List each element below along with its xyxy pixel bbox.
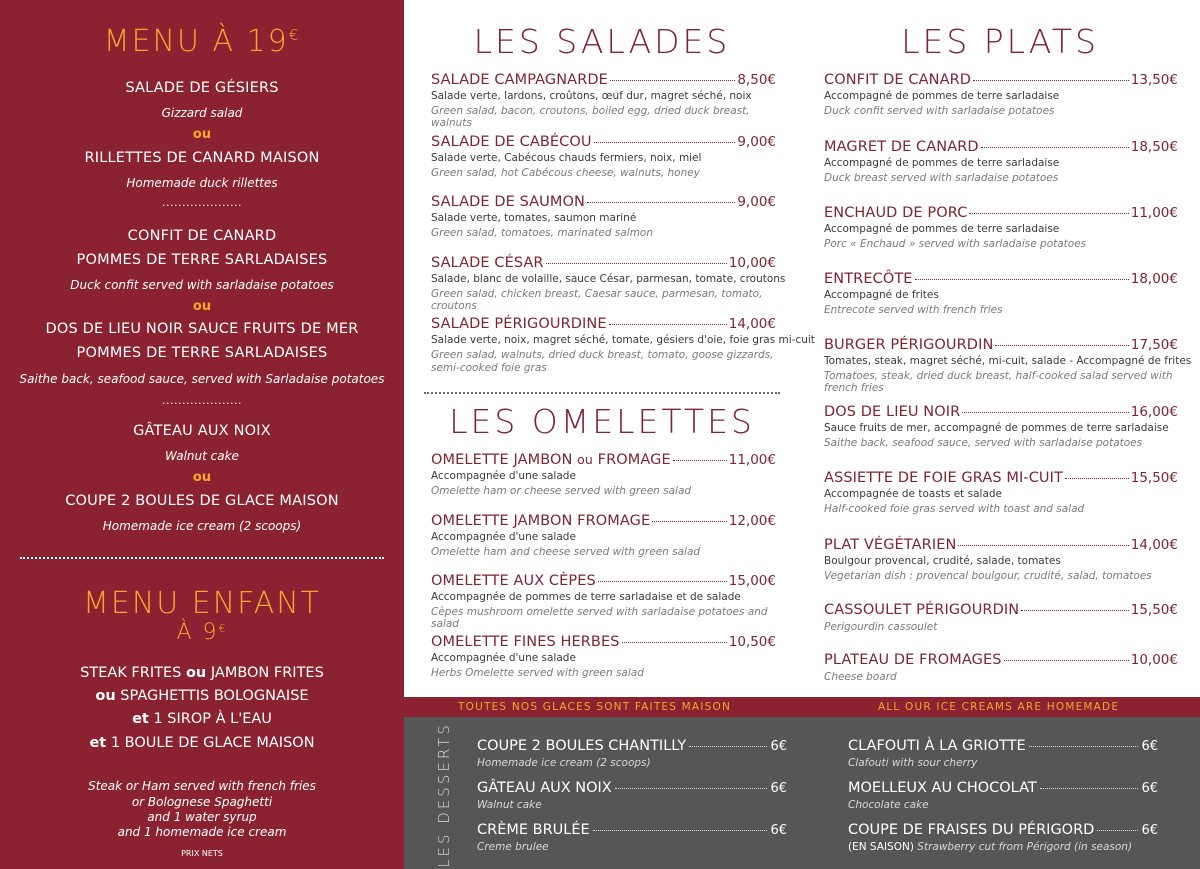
menu-item xyxy=(431,634,776,679)
menu-item-row xyxy=(848,780,1158,796)
dish-description-fr: Salade verte, noix, magret séché, tomate, gésiers d'oie, foie gras mi-cuit xyxy=(431,334,815,346)
dish-name xyxy=(431,452,671,468)
banner-fr: TOUTES NOS GLACES SONT FAITES MAISON xyxy=(458,701,731,713)
dish-price: 6€ xyxy=(770,781,787,796)
dish-name: PLAT VÉGÉTARIEN xyxy=(824,537,957,553)
dish-description-en-text: Strawberry cut from Périgord (in season) xyxy=(913,841,1133,853)
dish-name: GÂTEAU AUX NOIX xyxy=(477,780,612,796)
menu-item-row xyxy=(431,72,776,88)
menu-item xyxy=(477,822,787,853)
dotted-divider xyxy=(20,557,384,559)
dish-price: 6€ xyxy=(1141,823,1158,838)
dish-description-en: Duck confit served with sarladaise potatoes xyxy=(824,105,1055,117)
menu-item-row xyxy=(824,652,1178,668)
menu-item: CONFIT DE CANARD xyxy=(127,228,277,244)
dot-leader xyxy=(610,80,735,81)
menu-19-title: MENU À 19€ xyxy=(103,24,301,59)
menu-item xyxy=(431,452,776,497)
menu-item-row xyxy=(824,139,1178,155)
menu-item-en: Gizzard salad xyxy=(161,106,243,120)
dot-leader xyxy=(1065,478,1129,479)
kid-menu-line: et 1 BOULE DE GLACE MAISON xyxy=(89,735,315,751)
dish-description-en: Chocolate cake xyxy=(848,799,929,811)
dish-description-en: Green salad, hot Cabécous cheese, walnuts, honey xyxy=(431,167,700,179)
menu-item-row xyxy=(824,337,1178,353)
dish-description-en: Tomatoes, steak, dried duck breast, half-cooked salad served with french fries xyxy=(824,370,1173,394)
menu-item-row xyxy=(431,634,776,650)
menu-item: POMMES DE TERRE SARLADAISES xyxy=(76,252,328,268)
dot-leader xyxy=(594,142,736,143)
banner-en: ALL OUR ICE CREAMS ARE HOMEMADE xyxy=(878,701,1120,713)
dish-price: 6€ xyxy=(770,739,787,754)
menu-item xyxy=(848,738,1158,769)
dish-name: ENCHAUD DE PORC xyxy=(824,205,968,221)
dot-leader xyxy=(915,279,1129,280)
menu-item xyxy=(431,573,776,630)
dish-description-en: Green salad, walnuts, dried duck breast, tomato, goose gizzards, xyxy=(431,349,774,361)
dot-leader xyxy=(593,830,768,831)
menu-item-row xyxy=(431,452,776,468)
dot-leader xyxy=(598,581,727,582)
dish-name: BURGER PÉRIGOURDIN xyxy=(824,337,994,353)
dish-description-en: Cheese board xyxy=(824,671,897,683)
dish-description-en: Omelette ham and cheese served with green salad xyxy=(431,546,701,558)
dish-name: MAGRET DE CANARD xyxy=(824,139,979,155)
dish-description-en: Cèpes mushroom omelette served with sarladaise potatoes and salad xyxy=(431,606,768,630)
dot-leader xyxy=(1004,660,1129,661)
dot-leader xyxy=(609,324,727,325)
dish-name: OMELETTE FINES HERBES xyxy=(431,634,620,650)
menu-item xyxy=(477,780,787,811)
menu-item xyxy=(824,139,1178,184)
menu-item-en: Duck confit served with sarladaise potatoes xyxy=(70,278,334,292)
dish-description-fr: Accompagnée de toasts et salade xyxy=(824,488,1003,500)
menu-item: DOS DE LIEU NOIR SAUCE FRUITS DE MER xyxy=(45,321,359,337)
dish-description-fr: Accompagnée d'une salade xyxy=(431,652,576,664)
menu-item-row xyxy=(477,822,787,838)
dish-price: 6€ xyxy=(1141,739,1158,754)
or-label: ou xyxy=(192,299,212,314)
dish-price: 18,00€ xyxy=(1130,271,1178,287)
menu-item-row xyxy=(848,822,1158,838)
dish-price: 15,50€ xyxy=(1130,470,1178,486)
menu-item-en: Homemade duck rillettes xyxy=(126,176,278,190)
dish-description-fr: Boulgour provencal, crudité, salade, tomates xyxy=(824,555,1061,567)
dot-leader xyxy=(615,788,768,789)
menu-item-row xyxy=(477,780,787,796)
menu-item xyxy=(824,337,1192,394)
menu-item xyxy=(824,652,1178,683)
dish-description-fr: Accompagnée de pommes de terre sarladaise et de salade xyxy=(431,591,741,603)
kid-menu-en: or Bolognese Spaghetti xyxy=(131,795,273,809)
dish-name: COUPE DE FRAISES DU PÉRIGORD xyxy=(848,822,1095,838)
menu-item-row xyxy=(431,513,776,529)
dish-description-en xyxy=(848,841,1158,853)
or-label: ou xyxy=(192,127,212,142)
dish-description-en: Perigourdin cassoulet xyxy=(824,621,938,633)
menu-item-row xyxy=(824,271,1178,287)
separator: .................... xyxy=(162,394,242,407)
dish-price: 8,50€ xyxy=(737,72,776,88)
menu-item-row xyxy=(824,602,1178,618)
menu-item-row xyxy=(824,404,1178,420)
dot-leader xyxy=(981,147,1129,148)
dot-leader xyxy=(995,345,1128,346)
dish-description-en: Creme brulee xyxy=(477,841,549,853)
menu-item: RILLETTES DE CANARD MAISON xyxy=(84,150,320,166)
dish-description-en: Omelette ham or cheese served with green salad xyxy=(431,485,692,497)
menu-item-row xyxy=(477,738,787,754)
menu-item xyxy=(824,602,1178,633)
kid-menu-en: Steak or Ham served with french fries xyxy=(88,779,316,793)
dot-leader xyxy=(1021,610,1129,611)
menu-item xyxy=(848,780,1158,811)
dish-price: 14,00€ xyxy=(1130,537,1178,553)
dish-description-fr: Accompagné de pommes de terre sarladaise xyxy=(824,157,1060,169)
kid-menu-en: and 1 homemade ice cream xyxy=(117,825,287,839)
menu-item-row xyxy=(824,537,1178,553)
dish-description-fr: Accompagnée d'une salade xyxy=(431,531,576,543)
menu-item xyxy=(431,72,776,129)
dish-price: 13,50€ xyxy=(1130,72,1178,88)
dish-description-fr: Accompagné de frites xyxy=(824,289,939,301)
or-label: ou xyxy=(192,470,212,485)
dish-description-fr: Accompagné de pommes de terre sarladaise xyxy=(824,223,1060,235)
menu-item-row xyxy=(431,255,776,271)
dish-name: DOS DE LIEU NOIR xyxy=(824,404,961,420)
dish-name: CASSOULET PÉRIGOURDIN xyxy=(824,602,1020,618)
menu-item xyxy=(431,513,776,558)
dish-name: OMELETTE AUX CÈPES xyxy=(431,573,596,589)
dot-leader xyxy=(962,412,1128,413)
dish-description-fr: Salade, blanc de volaille, sauce César, parmesan, tomate, croutons xyxy=(431,273,786,285)
season-note: (EN SAISON) xyxy=(848,841,914,853)
kid-menu-en: and 1 water syrup xyxy=(147,810,257,824)
dish-description-en: Duck breast served with sarladaise potatoes xyxy=(824,172,1059,184)
dish-name: SALADE CAMPAGNARDE xyxy=(431,72,608,88)
omelettes-title: LES OMELETTES xyxy=(449,402,755,441)
dish-name: CONFIT DE CANARD xyxy=(824,72,972,88)
dish-price: 9,00€ xyxy=(737,194,776,210)
dish-name-part: FROMAGE xyxy=(592,452,671,468)
menu-item-row xyxy=(431,194,776,210)
dish-description-en: Half-cooked foie gras served with toast and salad xyxy=(824,503,1085,515)
dot-leader xyxy=(1040,788,1139,789)
menu-item-row xyxy=(824,205,1178,221)
dish-price: 9,00€ xyxy=(737,134,776,150)
dish-description-fr: Sauce fruits de mer, accompagné de pommes de terre sarladaise xyxy=(824,422,1169,434)
menu-item-row xyxy=(848,738,1158,754)
menu-item: SALADE DE GÉSIERS xyxy=(125,80,279,96)
menu-item xyxy=(431,194,776,239)
dish-name: COUPE 2 BOULES CHANTILLY xyxy=(477,738,687,754)
dish-price: 11,00€ xyxy=(728,452,776,468)
menu-item xyxy=(431,255,786,312)
dot-leader xyxy=(969,213,1128,214)
dish-name: SALADE PÉRIGOURDINE xyxy=(431,316,607,332)
dish-name-part: ou xyxy=(577,452,593,467)
menu-item-en: Homemade ice cream (2 scoops) xyxy=(102,519,302,533)
dish-name: SALADE CÉSAR xyxy=(431,255,544,271)
dish-price: 15,50€ xyxy=(1130,602,1178,618)
dish-description-en: Walnut cake xyxy=(477,799,542,811)
menu-item xyxy=(477,738,787,769)
dish-name: OMELETTE JAMBON FROMAGE xyxy=(431,513,651,529)
dish-price: 17,50€ xyxy=(1130,337,1178,353)
kid-menu-line: et 1 SIROP À L'EAU xyxy=(132,711,272,727)
dish-price: 15,00€ xyxy=(728,573,776,589)
plats-title: LES PLATS xyxy=(901,22,1099,61)
dot-leader xyxy=(689,746,767,747)
dish-description-en: Green salad, tomatoes, marinated salmon xyxy=(431,227,654,239)
menu-item xyxy=(824,205,1178,250)
menu-item: POMMES DE TERRE SARLADAISES xyxy=(76,345,328,361)
dish-price: 12,00€ xyxy=(728,513,776,529)
menu-item: COUPE 2 BOULES DE GLACE MAISON xyxy=(65,493,339,509)
menu-item xyxy=(431,316,815,374)
separator: .................... xyxy=(162,196,242,209)
dish-description-en: Vegetarian dish : provencal boulgour, crudité, salad, tomatoes xyxy=(824,570,1152,582)
dish-description-fr: Accompagnée d'une salade xyxy=(431,470,576,482)
dish-name: ASSIETTE DE FOIE GRAS MI-CUIT xyxy=(824,470,1063,486)
salades-title: LES SALADES xyxy=(473,22,731,61)
dish-description-en: Green salad, chicken breast, Caesar sauce, parmesan, tomato, croutons xyxy=(431,288,763,312)
menu-item-row xyxy=(431,573,776,589)
dot-leader xyxy=(652,521,726,522)
dish-description-fr: Salade verte, tomates, saumon mariné xyxy=(431,212,637,224)
dish-description-fr: Salade verte, lardons, croûtons, œuf dur, magret séché, noix xyxy=(431,90,752,102)
ice-cream-banner xyxy=(404,697,1200,717)
dot-leader xyxy=(587,202,735,203)
menu-item-row xyxy=(824,470,1178,486)
menu-item xyxy=(824,404,1178,449)
dish-name: SALADE DE CABÉCOU xyxy=(431,134,592,150)
dish-price: 11,00€ xyxy=(1130,205,1178,221)
dot-leader xyxy=(546,263,727,264)
kid-menu-line: STEAK FRITES ou JAMBON FRITES xyxy=(80,665,324,681)
dot-leader xyxy=(622,642,727,643)
dotted-divider xyxy=(424,392,780,394)
dish-price: 6€ xyxy=(1141,781,1158,796)
dish-description-en: Saithe back, seafood sauce, served with sarladaise potatoes xyxy=(824,437,1143,449)
dish-name: PLATEAU DE FROMAGES xyxy=(824,652,1002,668)
dish-description-en: Homemade ice cream (2 scoops) xyxy=(477,757,651,769)
menu-item xyxy=(848,822,1158,853)
dot-leader xyxy=(673,460,727,461)
menu-item-en: Saithe back, seafood sauce, served with Sarladaise potatoes xyxy=(19,372,385,386)
menu-item xyxy=(824,470,1178,515)
dish-description-en: Porc « Enchaud » served with sarladaise potatoes xyxy=(824,238,1087,250)
dish-price: 14,00€ xyxy=(728,316,776,332)
net-prices-note: PRIX NETS xyxy=(181,849,223,858)
dish-name: CLAFOUTI À LA GRIOTTE xyxy=(848,738,1026,754)
dish-description-fr: Accompagné de pommes de terre sarladaise xyxy=(824,90,1060,102)
dot-leader xyxy=(1097,830,1138,831)
menu-item xyxy=(824,72,1178,117)
menu-item-row xyxy=(431,316,776,332)
dish-name: CRÈME BRULÉE xyxy=(477,822,590,838)
dish-description-en: Green salad, bacon, croutons, boiled egg, dried duck breast, walnuts xyxy=(431,105,750,129)
dot-leader xyxy=(973,80,1129,81)
menu-item-row xyxy=(824,72,1178,88)
dish-description-en: Herbs Omelette served with green salad xyxy=(431,667,644,679)
dish-name: SALADE DE SAUMON xyxy=(431,194,585,210)
dish-name-part: OMELETTE JAMBON xyxy=(431,452,578,468)
dish-price: 10,00€ xyxy=(728,255,776,271)
kid-menu-line: ou SPAGHETTIS BOLOGNAISE xyxy=(95,688,309,704)
dish-price: 16,00€ xyxy=(1130,404,1178,420)
menu-item xyxy=(824,537,1178,582)
menu-item-en: Walnut cake xyxy=(165,449,239,463)
dish-name: MOELLEUX AU CHOCOLAT xyxy=(848,780,1037,796)
dish-description-en: semi-cooked foie gras xyxy=(431,362,547,374)
menu-enfant-price: À 9€ xyxy=(176,620,228,645)
menu-item xyxy=(431,134,776,179)
menu-left-panel xyxy=(0,0,404,869)
menu-item: GÂTEAU AUX NOIX xyxy=(133,423,271,439)
dish-description-fr: Salade verte, Cabécous chauds fermiers, noix, miel xyxy=(431,152,702,164)
menu-item-row xyxy=(431,134,776,150)
dish-price: 10,00€ xyxy=(1130,652,1178,668)
dish-name: ENTRECÔTE xyxy=(824,271,913,287)
dish-description-fr: Tomates, steak, magret séché, mi-cuit, salade - Accompagné de frites xyxy=(824,355,1192,367)
dish-price: 18,50€ xyxy=(1130,139,1178,155)
dot-leader xyxy=(1029,746,1139,747)
desserts-vertical-title: LES DESSERTS xyxy=(435,722,453,868)
menu-enfant-title: MENU ENFANT xyxy=(83,586,321,621)
menu-item xyxy=(824,271,1178,316)
dot-leader xyxy=(958,545,1128,546)
dish-description-en: Clafouti with sour cherry xyxy=(848,757,978,769)
dish-price: 6€ xyxy=(770,823,787,838)
dish-description-en: Entrecote served with french fries xyxy=(824,304,1003,316)
dish-price: 10,50€ xyxy=(728,634,776,650)
